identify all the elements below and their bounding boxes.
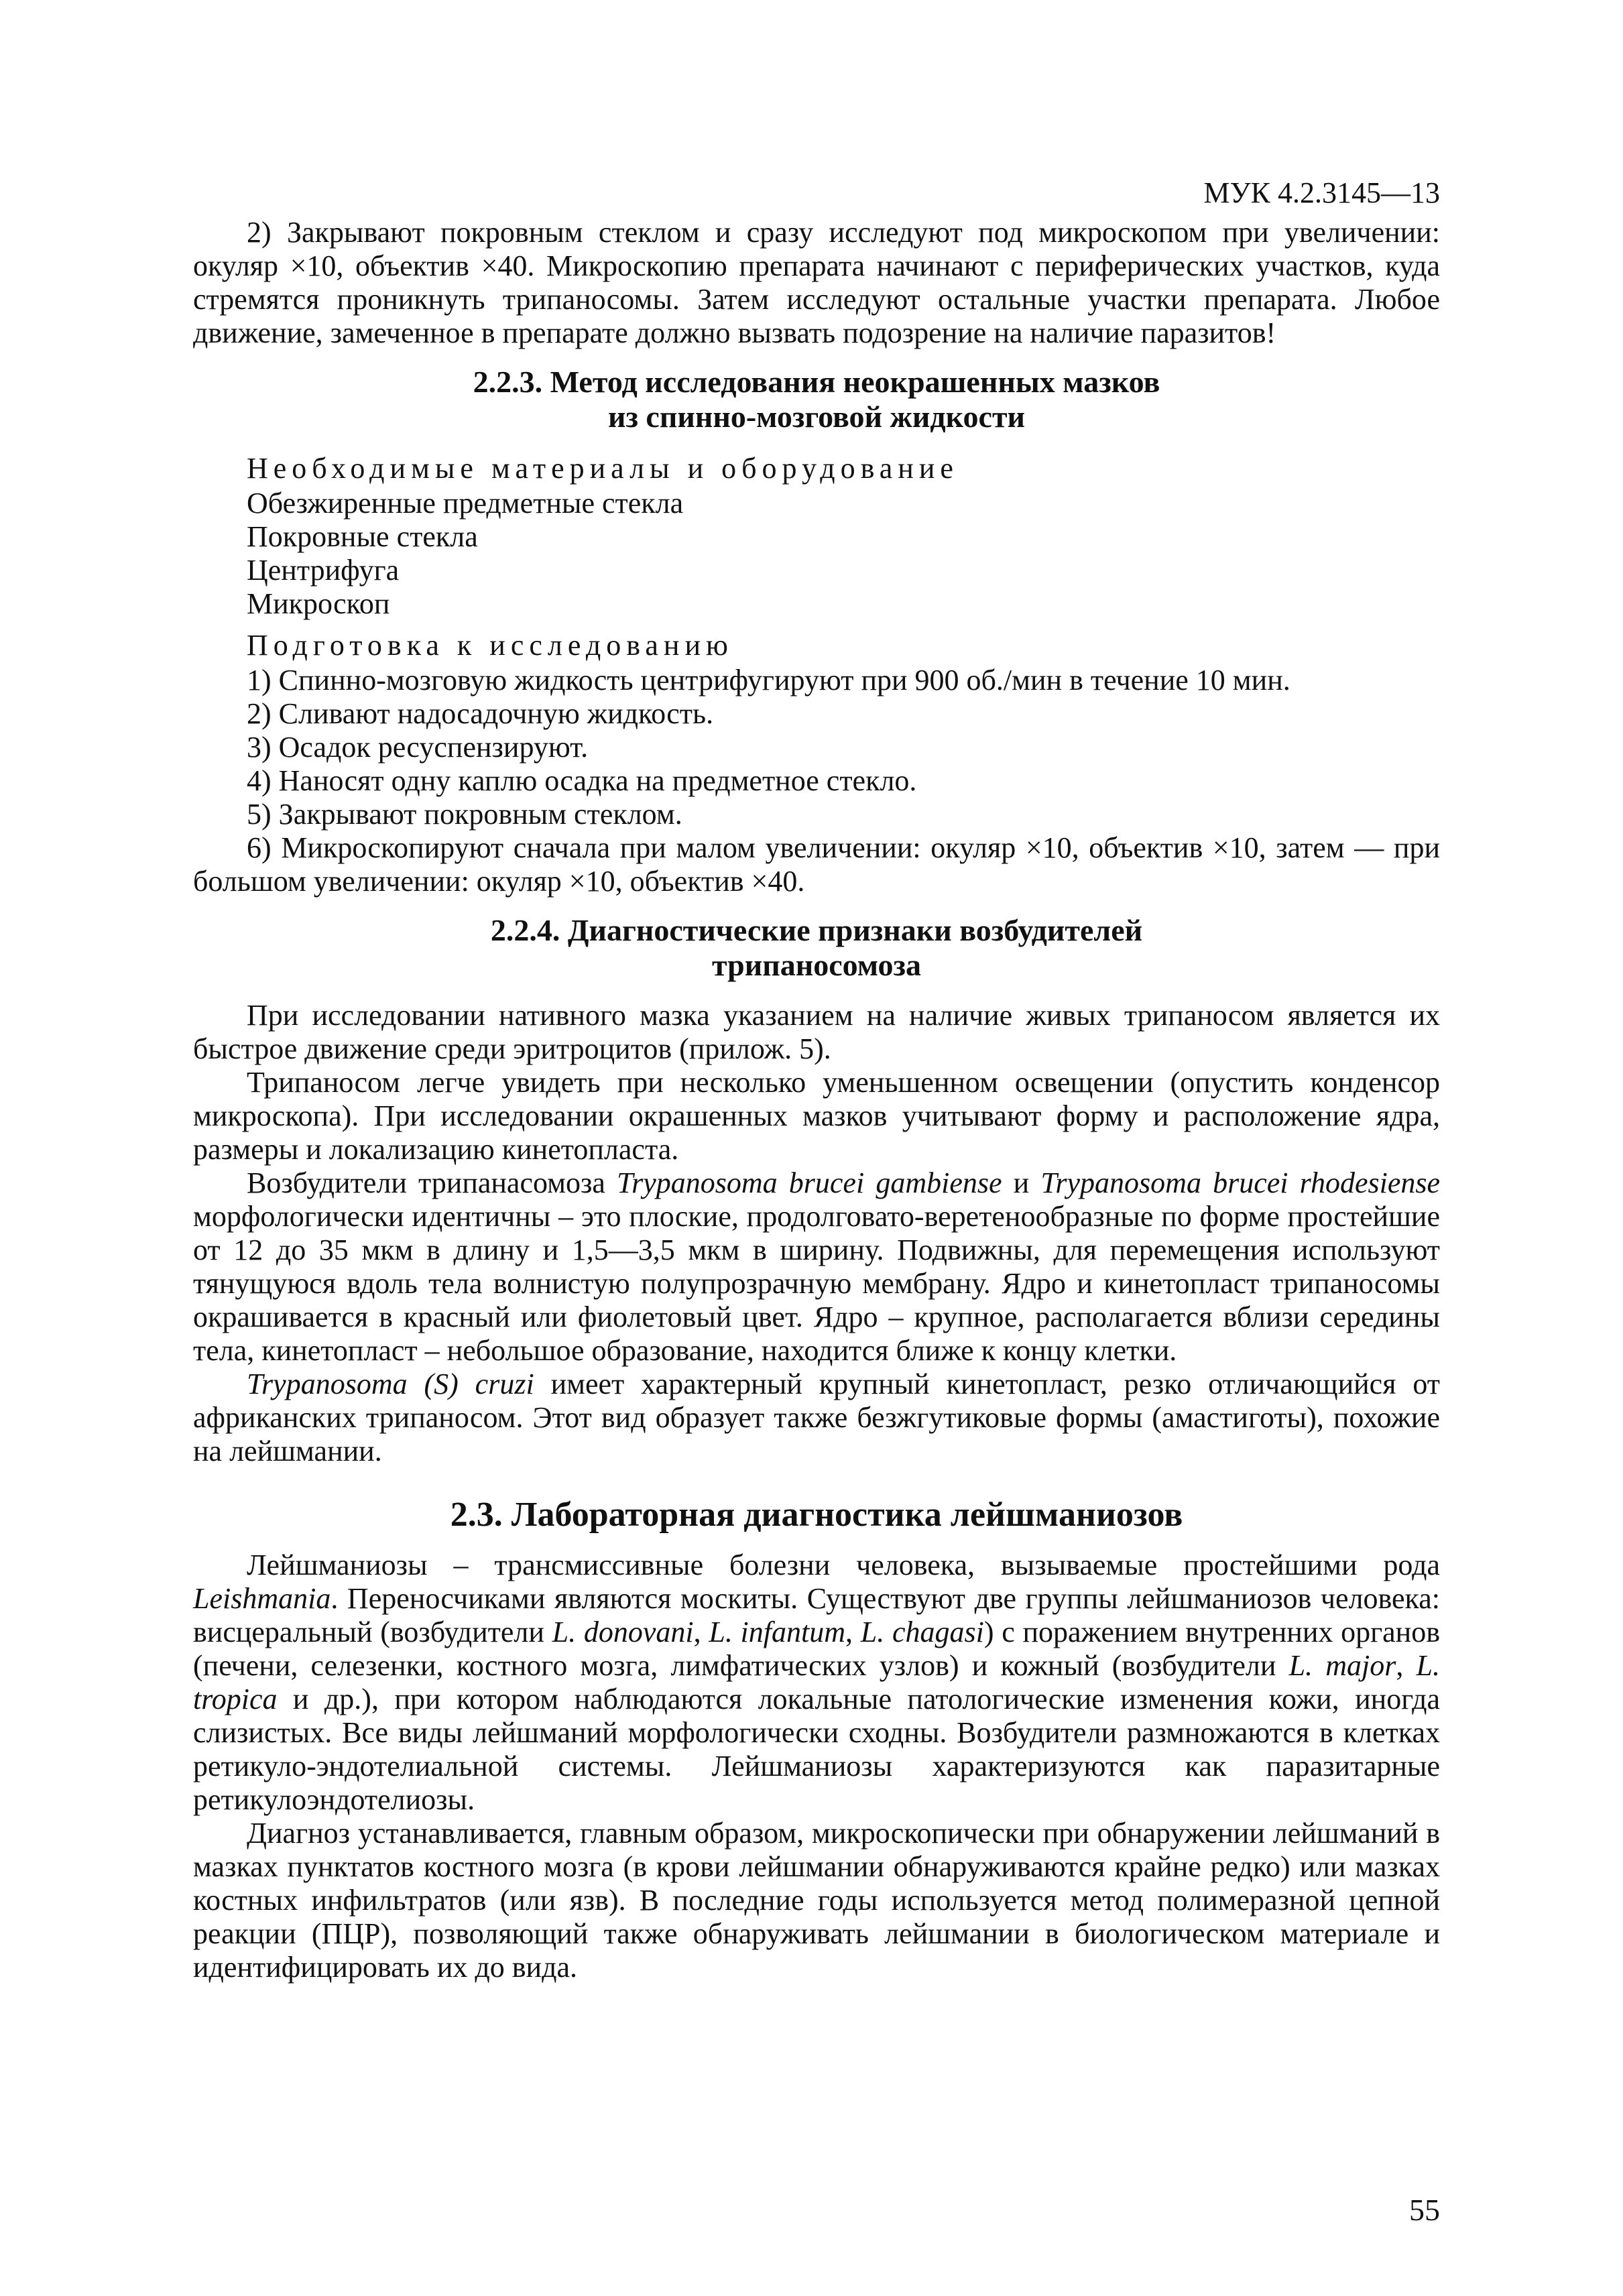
document-code-header: МУК 4.2.3145—13 [1203, 176, 1440, 209]
species-name: Trypanosoma brucei gambiense [617, 1166, 1002, 1199]
text-run: и [1002, 1166, 1041, 1199]
genus-name: Leishmania [193, 1582, 331, 1615]
preparation-steps [193, 664, 1440, 898]
list-item: Обезжиренные предметные стекла [247, 487, 684, 520]
list-item: 3) Осадок ресуспензируют. [247, 731, 589, 764]
heading-line: 2.2.3. Метод исследования неокрашенных мазков [473, 365, 1160, 399]
list-item: 1) Спинно-мозговую жидкость центрифугируют при 900 об./мин в течение 10 мин. [247, 664, 1290, 697]
list-item: Покровные стекла [247, 520, 478, 553]
species-name: Trypanosoma brucei rhodesiense [1040, 1166, 1441, 1199]
species-name: L. major [1288, 1649, 1396, 1682]
list-item: 2) Сливают надосадочную жидкость. [247, 697, 714, 730]
species-name: L. tropica [193, 1649, 1441, 1715]
list-item: 5) Закрывают покровным стеклом. [247, 798, 682, 831]
paragraph: Диагноз устанавливается, главным образом, микроскопически при обнаружении лейшманий в мазках пунктатов костного мозга (в крови лейшмании обнаруживаются крайне редко) или мазках костных инфильтратов (или язв). В последние годы используется метод полимеразной цепной реакции (ПЦР), позволяющий также обнаруживать лейшмании в биологическом материале и идентифицировать их до вида. [193, 1817, 1440, 1984]
heading-line: из спинно-мозговой жидкости [607, 400, 1026, 434]
list-item: 4) Наносят одну каплю осадка на предметное стекло. [247, 764, 917, 797]
text-run: и др.), при котором наблюдаются локальные патологические изменения кожи, иногда слизистых. Все виды лейшманий морфологически сходны. Возбудители размножаются в клетках ретикуло-эндотелиальной системы. Лейшманиозы характеризуются как паразитарные ретикулоэндотелиозы. [193, 1683, 1440, 1816]
materials-list [247, 487, 1440, 621]
materials-subheading: Необходимые материалы и оборудование [247, 452, 959, 485]
section-heading-2-3: 2.3. Лабораторная диагностика лейшманиозов [450, 1496, 1183, 1534]
text-run: , [845, 1616, 861, 1648]
paragraph [193, 1166, 1440, 1368]
text-run: Лейшманиозы – трансмиссивные болезни человека, вызываемые простейшими рода [247, 1549, 1440, 1581]
list-item: Микроскоп [247, 587, 390, 620]
species-name: L. infantum [709, 1616, 845, 1648]
heading-line: трипаносомоза [711, 948, 921, 982]
preparation-subheading: Подготовка к исследованию [247, 629, 733, 662]
text-run: ) с поражением внутренних органов (печени, селезенки, костного мозга, лимфатических узлов) и кожный (возбудители [193, 1616, 1440, 1682]
page-body [193, 168, 1440, 1984]
species-name: L. chagasi [860, 1616, 984, 1648]
heading-line: 2.2.4. Диагностические признаки возбудителей [490, 913, 1143, 947]
page-number: 55 [1409, 2193, 1440, 2227]
text-run: морфологически идентичны – это плоские, продолговато-веретенообразные по форме простейшие от 12 до 35 мкм в длину и 1,5—3,5 мкм в ширину. Подвижны, для перемещения используют тянущуюся вдоль тела волнистую полупрозрачную мембрану. Ядро и кинетопласт трипаносомы окрашивается в красный или фиолетовый цвет. Ядро – крупное, располагается вблизи середины тела, кинетопласт – небольшое образование, находится ближе к концу клетки. [193, 1200, 1440, 1367]
paragraph: 2) Закрывают покровным стеклом и сразу исследуют под микроскопом при увеличении: окуляр ×10, объектив ×40. Микроскопию препарата начинают с периферических участков, куда стремятся проникнуть трипаносомы. Затем исследуют остальные участки препарата. Любое движение, замеченное в препарате должно вызвать подозрение на наличие паразитов! [193, 216, 1440, 349]
paragraph: Трипаносом легче увидеть при несколько уменьшенном освещении (опустить конденсор микроскопа). При исследовании окрашенных мазков учитывают форму и расположение ядра, размеры и локализацию кинетопласта. [193, 1066, 1440, 1166]
text-run: , [1396, 1649, 1417, 1682]
species-name: L. donovani [552, 1616, 694, 1648]
text-run: Возбудители трипанасомоза [247, 1166, 617, 1199]
text-run: . Переносчиками являются москиты. Существуют две группы лейшманиозов человека: висцеральный (возбудители [193, 1582, 1440, 1648]
section-heading-2-2-3 [193, 365, 1440, 434]
section-heading-2-2-4 [193, 913, 1440, 983]
species-name: Trypanosoma (S) cruzi [247, 1368, 534, 1400]
paragraph [193, 1368, 1440, 1468]
text-run: , [693, 1616, 709, 1648]
list-item: 6) Микроскопируют сначала при малом увеличении: окуляр ×10, объектив ×10, затем — при большом увеличении: окуляр ×10, объектив ×40. [193, 831, 1440, 898]
list-item: Центрифуга [247, 554, 400, 587]
text-run: имеет характерный крупный кинетопласт, резко отличающийся от африканских трипаносом. Этот вид образует также безжгутиковые формы (амастиготы), похожие на лейшмании. [193, 1368, 1440, 1467]
paragraph: При исследовании нативного мазка указанием на наличие живых трипаносом является их быстрое движение среди эритроцитов (прилож. 5). [193, 999, 1440, 1065]
paragraph [193, 1549, 1440, 1817]
